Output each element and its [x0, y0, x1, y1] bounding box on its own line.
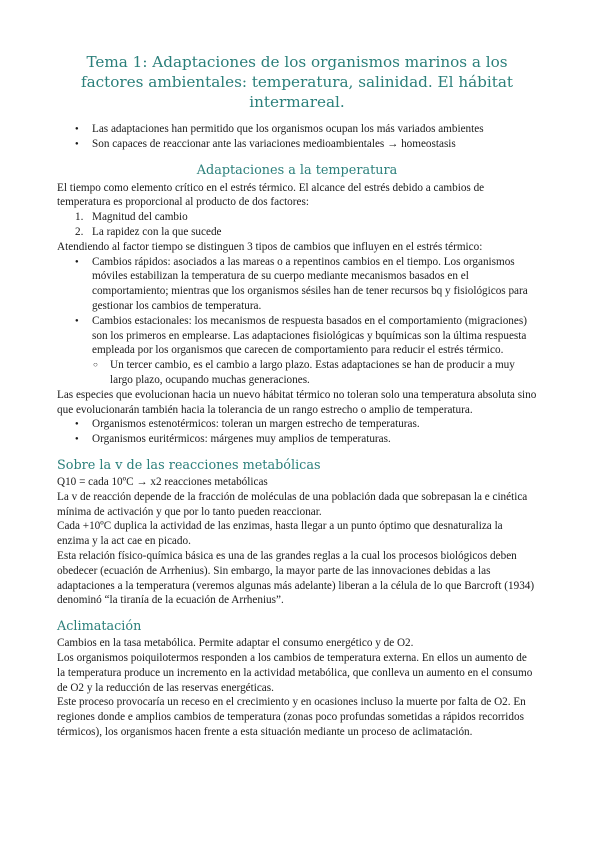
list-item: [57, 225, 537, 240]
sub-list: [57, 358, 537, 388]
paragraph: Cada +10ºC duplica la actividad de las enzimas, hasta llegar a un punto óptimo que desnaturaliza la enzima y la act cae en picado.: [57, 520, 503, 548]
section-heading-aclimatacion: Aclimatación: [57, 619, 142, 635]
document-title: Tema 1: Adaptaciones de los organismos marinos a los factores ambientales: temperatura, salinidad. El hábitat intermareal.: [80, 53, 514, 111]
list-item: [57, 210, 537, 225]
list-number: 1.: [75, 211, 84, 224]
paragraph: Cambios en la tasa metabólica. Permite adaptar el consumo energético y de O2.: [57, 637, 414, 650]
paragraph: La v de reacción depende de la fracción de moléculas de una población dada que sobrepasan la e cinética mínima de activación y que por lo tanto pueden reaccionar.: [57, 490, 528, 518]
paragraph: Este proceso provocaría un receso en el crecimiento y en ocasiones incluso la muerte por falta de O2. En regiones donde e amplios cambios de temperatura (zonas poco profundas sometidas a rápidos recorridos térmicos), los organismos hacen frente a esta situación mediante un proceso de aclimatación.: [57, 696, 526, 738]
list-item-text: La rapidez con la que sucede: [92, 225, 222, 238]
list-item: ● Las adaptaciones han permitido que los organismos ocupan los más variados ambientes: [57, 122, 537, 137]
list-item: ● Son capaces de reaccionar ante las variaciones medioambientales → homeostasis: [57, 137, 537, 152]
list-number: 2.: [75, 225, 84, 238]
thermal-tolerance-list: [57, 417, 537, 447]
list-item: ● Cambios rápidos: asociados a las mareas o a repentinos cambios en el tiempo. Los organismos móviles estabilizan la temperatura de su cuerpo mediante mecanismos basados en el comportamiento; mientras que los organismos sésiles han de tener recursos bq y fisiológicos para gestionar los cambios de temperatura.: [57, 255, 537, 314]
numbered-list: [57, 210, 537, 240]
q10-line: Q10 = cada 10ºC → x2 reacciones metabólicas: [57, 475, 268, 488]
paragraph: Atendiendo al factor tiempo se distinguen 3 tipos de cambios que influyen en el estrés térmico:: [57, 240, 483, 253]
list-item-text: Magnitud del cambio: [92, 211, 188, 224]
list-item: ● Cambios estacionales: los mecanismos de respuesta basados en el comportamiento (migraciones) son los primeros en emplearse. Las adaptaciones fisiológicas y bquímicas son la última respuesta empleada por los organismos que carecen de comportamiento para reducir el estrés térmico.: [57, 314, 537, 358]
document-page: [57, 52, 537, 740]
paragraph: Esta relación físico-química básica es una de las grandes reglas a la cual los procesos biológicos deben obedecer (ecuación de Arrhenius). Sin embargo, la mayor parte de las innovaciones debidas a las adaptaciones a la temperatura (veremos algunas más adelante) liberan a la célula de lo que Barcroft (1934) denominó “la tiranía de la ecuación de Arrhenius”.: [57, 549, 535, 607]
list-item: ○ Un tercer cambio, es el cambio a largo plazo. Estas adaptaciones se han de producir a muy largo plazo, ocupando muchas generaciones.: [57, 358, 537, 388]
paragraph: Las especies que evolucionan hacia un nuevo hábitat térmico no toleran solo una temperatura absoluta sino que evolucionarán también hacia la tolerancia de un rango estrecho o amplio de temperatura.: [57, 388, 537, 416]
list-item: ● Organismos euritérmicos: márgenes muy amplios de temperaturas.: [57, 432, 537, 447]
section-heading-reacciones: Sobre la v de las reacciones metabólicas: [57, 457, 321, 473]
section-heading-temperatura: Adaptaciones a la temperatura: [196, 162, 398, 178]
paragraph: Los organismos poiquilotermos responden a los cambios de temperatura externa. En ellos un aumento de la temperatura produce un incremento en la actividad metabólica, que conlleva un aumento en el consumo de O2 y la reducción de las reservas energéticas.: [57, 651, 533, 694]
paragraph: El tiempo como elemento crítico en el estrés térmico. El alcance del estrés debido a cambios de temperatura es proporcional al producto de dos factores:: [57, 181, 485, 209]
list-item: ● Organismos estenotérmicos: toleran un margen estrecho de temperaturas.: [57, 417, 537, 432]
change-types-list: [57, 255, 537, 359]
intro-list: [57, 122, 537, 152]
